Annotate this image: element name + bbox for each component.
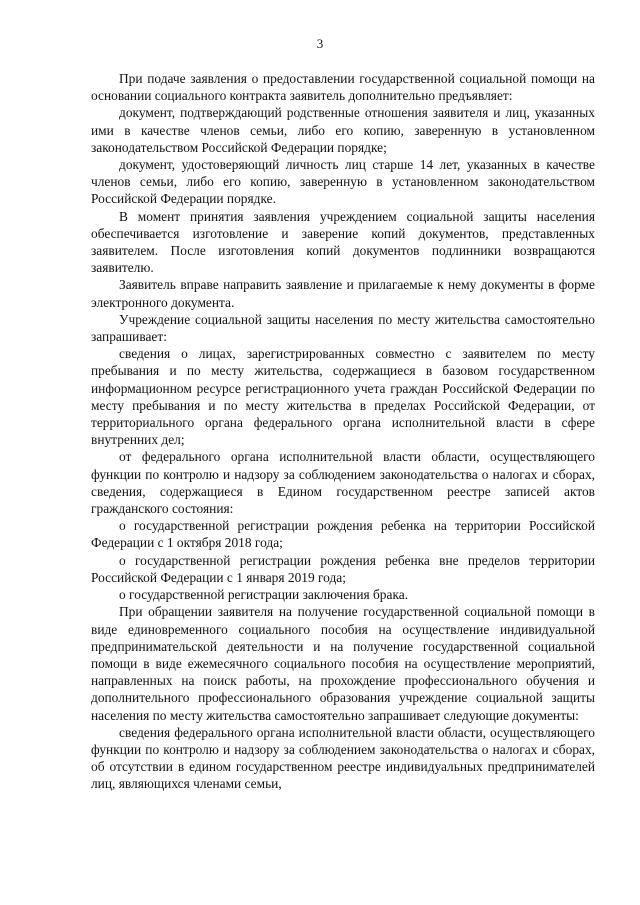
paragraph-civil-registry: от федерального органа исполнительной власти области, осуществляющего функции по контролю и надзору за соблюдением законодательства о налогах и сборах, сведения, содержащиеся в Едином государственном реестре записей актов гражданского состояния: bbox=[91, 449, 595, 517]
paragraph-entrepreneur-request: При обращении заявителя на получение государственной социальной помощи в виде единовременного социального пособия на осуществление индивидуальной предпринимательской деятельности и на получение государственной социальной помощи в виде ежемесячного социального пособия на осуществление мероприятий, направленных на поиск работы, на прохождение профессионального обучения и дополнительного профессионального образования учреждение социальной защиты населения по месту жительства самостоятельно запрашивает следующие документы: bbox=[91, 604, 595, 723]
paragraph-registration-info: сведения о лицах, зарегистрированных совместно с заявителем по месту пребывания и по месту жительства, содержащиеся в базовом государственном информационном ресурсе регистрационного учета граждан Российской Федерации по месту пребывания и по месту жительства в пределах Российской Федерации, от территориального органа федерального органа исполнительной власти в сфере внутренних дел; bbox=[91, 346, 595, 448]
document-body bbox=[91, 70, 595, 793]
paragraph-requests-intro: Учреждение социальной защиты населения по месту жительства самостоятельно запрашивает: bbox=[91, 311, 595, 345]
paragraph-tax-info: сведения федерального органа исполнительной власти области, осуществляющего функции по контролю и надзору за соблюдением законодательства о налогах и сборах, об отсутствии в едином государственном реестре индивидуальных предпринимателей лиц, являющихся членами семьи, bbox=[91, 724, 595, 792]
paragraph-intro: При подаче заявления о предоставлении государственной социальной помощи на основании социального контракта заявитель дополнительно предъявляет: bbox=[91, 71, 595, 104]
paragraph-kinship-document: документ, подтверждающий родственные отношения заявителя и лиц, указанных ими в качестве членов семьи, либо его копию, заверенную в установленном законодательством Российской Федерации порядке; bbox=[91, 105, 595, 155]
paragraph-birth-in-russia: о государственной регистрации рождения ребенка на территории Российской Федерации с 1 октября 2018 года; bbox=[91, 518, 595, 551]
page-number: 3 bbox=[316, 36, 324, 51]
paragraph-electronic-form: Заявитель вправе направить заявление и прилагаемые к нему документы в форме электронного документа. bbox=[91, 277, 595, 310]
paragraph-copies: В момент принятия заявления учреждением социальной защиты населения обеспечивается изготовление и заверение копий документов, представленных заявителем. После изготовления копий документов подлинники возвращаются заявителю. bbox=[91, 208, 595, 276]
paragraph-identity-document: документ, удостоверяющий личность лиц старше 14 лет, указанных в качестве членов семьи, либо его копию, заверенную в установленном законодательством Российской Федерации порядке. bbox=[91, 157, 595, 207]
paragraph-birth-abroad: о государственной регистрации рождения ребенка вне пределов территории Российской Федерации с 1 января 2019 года; bbox=[91, 552, 595, 585]
paragraph-marriage: о государственной регистрации заключения брака. bbox=[119, 587, 409, 603]
